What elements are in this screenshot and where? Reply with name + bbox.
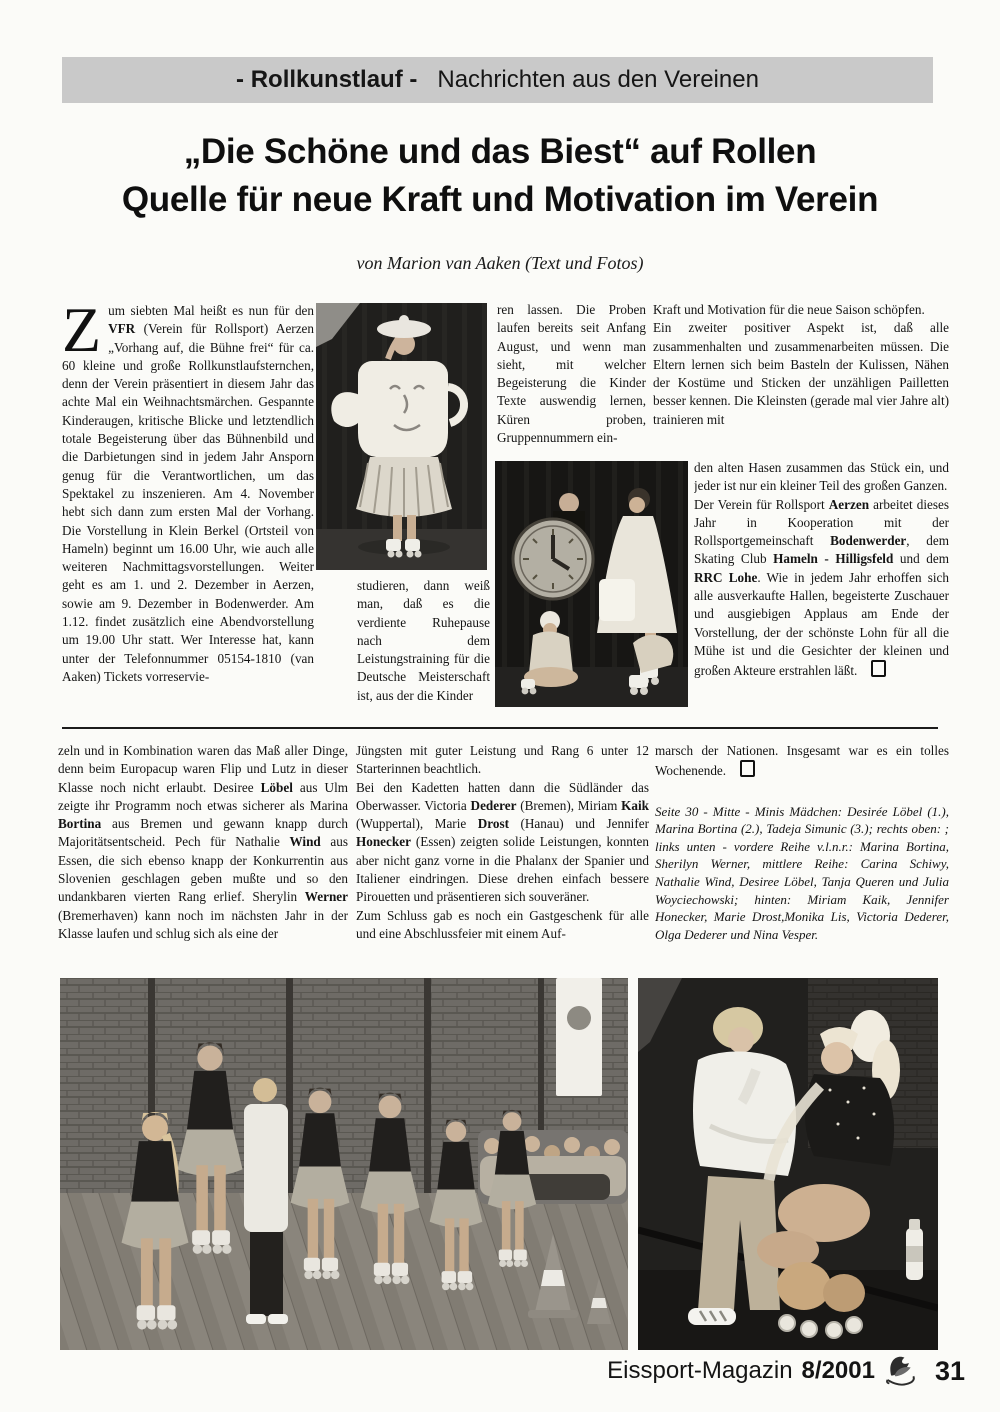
section-label: - Rollkunstlauf - <box>236 66 418 93</box>
section-divider <box>62 727 938 729</box>
photo-stage-scene <box>495 461 688 707</box>
section-header-bar <box>62 57 933 103</box>
article-top-column-1 <box>62 302 314 726</box>
article-bottom-column-1: zeln und in Kombination waren das Maß aller Dinge, denn beim Europacup waren Flip und Lutz in dieser Klasse noch nicht erlaubt. Desiree Löbel aus Ulm zeigte ihr Programm noch etwas sicherer als Marina Bortina aus Bremen und gewann knapp durch Majoritätsentscheid. Pech für Nathalie Wind aus Essen, die sich ebenso knapp der Konkurrentin aus Slovenien geschlagen geben mußte und so den undankbaren vierten Rang erlief. Sherylin Werner (Bremerhaven) kann noch im nächsten Jahr in der Klasse laufen und schlug sich als eine der <box>58 743 348 941</box>
end-of-article-icon <box>871 660 886 677</box>
headline-line2: Quelle für neue Kraft und Motivation im Verein <box>121 180 879 219</box>
paragraph: marsch der Nationen. Insgesamt war es ein tolles Wochenende. <box>655 743 949 779</box>
photo-teapot-illustration <box>316 303 487 570</box>
clock-prop <box>513 519 593 599</box>
skate-logo-icon <box>884 1352 916 1390</box>
section-title: Nachrichten aus den Vereinen <box>437 66 759 93</box>
article-top-column-2b: studieren, dann weiß man, daß es die verdiente Ruhepause nach dem Leistungstraining für die Deutsche Meisterschaft ist, aus der die Kinder <box>357 578 490 703</box>
article-top-column-2a: ren lassen. Die Proben laufen bereits seit Anfang August, und wenn man sieht, mit welcher Begeisterung die Kinder Texte auswendig lernen, Küren proben, Gruppennummern ein- <box>497 302 646 446</box>
article-top-column-3b <box>694 459 949 722</box>
photo-stage-illustration <box>495 461 688 707</box>
paragraph: den alten Hasen zusammen das Stück ein, und jeder ist nur ein kleiner Teil des großen Ganzen. Der Verein für Rollsport Aerzen arbeitet dieses Jahr in Kooperation mit der Rollsportgemeinschaft Bodenwerder, dem Skating Club Hameln - Hilligsfeld und dem RRC Lohe. Wie in jedem Jahr erhoffen sich alle ausverkaufte Hallen, begeisterte Zuschauer und ausgiebigen Applaus am Ende der Vorstellung, der der schönste Lohn für all die Mühe ist und die Gesichter der kleinen und großen Akteure erstrahlen läßt. <box>694 460 949 679</box>
photo-caption: Seite 30 - Mitte - Minis Mädchen: Desirée Löbel (1.), Marina Bortina (2.), Tadeja Simunic (3.); rechts oben: ; links unten - vordere Reihe v.l.n.r.: Marina Bortina, Sherilyn Werner, mittlere Reihe: Carina Schiwy, Nathalie Wind, Desiree Löbel, Tanja Queren und Julia Woyciechowski; hinten: Miriam Kaik, Jennifer Honecker, Marie Drost,Monika Lis, Victoria Dederer, Olga Dederer und Nina Vesper. <box>655 803 949 942</box>
photo-two-skaters <box>638 978 938 1350</box>
article-bottom-column-3 <box>655 742 949 974</box>
page-footer <box>607 1352 965 1390</box>
headline <box>40 128 960 224</box>
photo-teapot-costume <box>316 303 487 570</box>
page-number: 31 <box>934 1355 965 1386</box>
paragraph: um siebten Mal heißt es nun für den VFR (Verein für Rollsport) Aerzen „Vorhang auf, die Bühne frei“ für ca. 60 kleine und große Rollkunstlaufsternchen, denn der Verein präsentiert in diesem Jahr das achte Mal ein Weihnachtsmärchen. Gespannte Kinderaugen, kritische Blicke und letztendlich totale Begeisterung über das Bühnenbild und die Darbietungen sind in jedem Jahr Ansporn genug für die Verantwortlichen, um das Spektakel zu inszenieren. Am 4. November hebt sich dann zum ersten Mal der Vorhang. Die Vorstellung in Klein Berkel (Ortsteil von Hameln) beginnt um 16.00 Uhr, wie auch alle weiteren Nachmittagsvorstellungen. Weiter geht es am 1. und 2. Dezember in Aerzen, sowie am 9. Dezember in Bodenwerder. Am 1.12. findet zusätzlich eine Abendvorstellung um 19.00 Uhr statt. Wer Interesse hat, kann unter der Telefonnummer 05154-1810 (van Aaken) Tickets vorreservie- <box>62 303 314 684</box>
coach-figure <box>244 1078 288 1324</box>
magazine-name: Eissport-Magazin <box>607 1357 793 1384</box>
article-bottom-column-2: Jüngsten mit guter Leistung und Rang 6 unter 12 Starterinnen beachtlich. Bei den Kadetten hatten dann die Südländer das Oberwasser. Victoria Dederer (Bremen), Miriam Kaik (Wuppertal), Marie Drost (Hanau) und Jennifer Honecker (Essen) zeigten solide Leistungen, konnten aber nicht ganz vorne in die Phalanx der Spanier und Italiener eindringen. Diese drehen einfach bessere Pirouetten und präsentieren sich souveräner. Zum Schluss gab es noch ein Gastgeschenk für alle und eine Abschlussfeier mit einem Auf- <box>356 743 649 941</box>
photo-pair-illustration <box>638 978 938 1350</box>
byline: von Marion van Aaken (Text und Fotos) <box>356 253 644 273</box>
article-top-column-3a: Kraft und Motivation für die neue Saison schöpfen. Ein zweiter positiver Aspekt ist, daß alle zusammenhalten und zusammenarbeiten müssen. Die Eltern lernen sich beim Basteln der Kulissen, Nähen der Kostüme und Sticken der unzähligen Pailletten besser kennen. Die Kleinsten (gerade mal vier Jahre alt) trainieren mit <box>653 302 949 427</box>
banner <box>556 978 602 1096</box>
end-of-article-icon <box>740 760 755 777</box>
photo-group-illustration <box>60 978 628 1350</box>
drop-cap: Z <box>62 302 102 365</box>
photo-skater-group <box>60 978 628 1350</box>
headline-line1: „Die Schöne und das Biest“ auf Rollen <box>183 132 817 171</box>
issue-number: 8/2001 <box>801 1357 875 1384</box>
